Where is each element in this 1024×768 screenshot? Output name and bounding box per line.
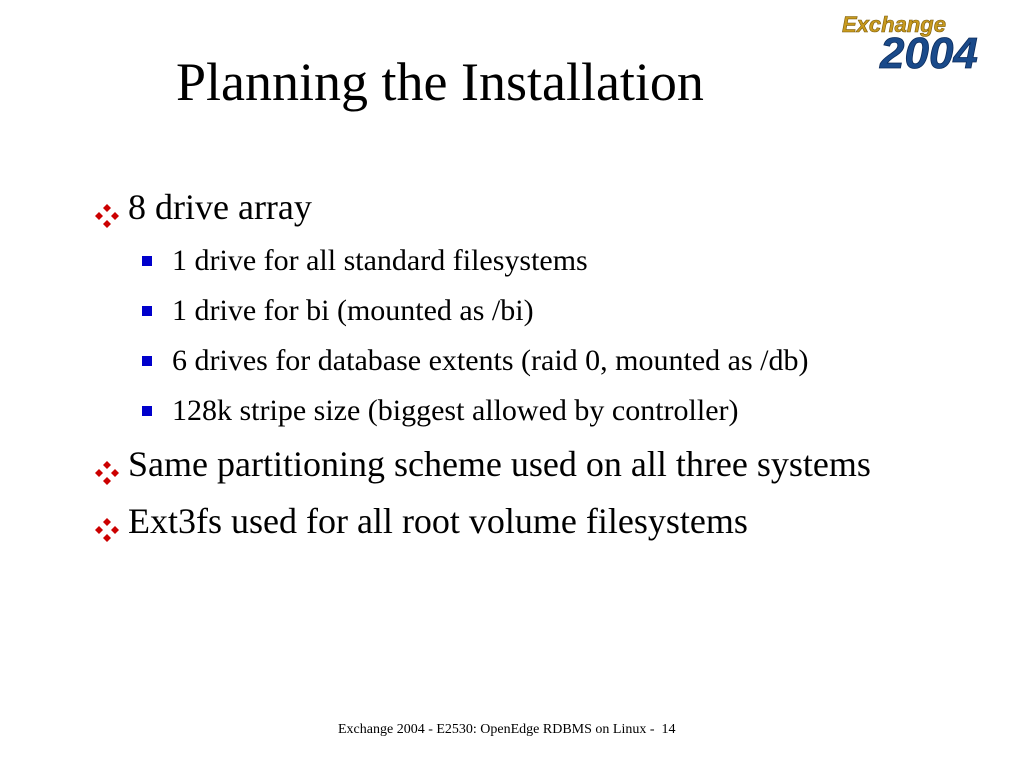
square-bullet-icon bbox=[142, 306, 152, 316]
bullet-text: 8 drive array bbox=[128, 187, 312, 227]
sub-bullet-list bbox=[94, 243, 954, 429]
sub-bullet-text: 6 drives for database extents (raid 0, mounted as /db) bbox=[172, 344, 809, 377]
diamond-bullet-icon bbox=[94, 510, 120, 536]
slide-body bbox=[94, 186, 954, 557]
sub-bullet-item bbox=[94, 343, 952, 379]
logo-word: Exchange bbox=[842, 12, 946, 37]
diamond-bullet-icon bbox=[94, 453, 120, 479]
slide-title: Planning the Installation bbox=[176, 52, 704, 112]
sub-bullet-text: 1 drive for bi (mounted as /bi) bbox=[172, 294, 534, 327]
footer-text: Exchange 2004 - E2530: OpenEdge RDBMS on Linux - bbox=[338, 722, 655, 737]
diamond-bullet-icon bbox=[94, 196, 120, 222]
sub-bullet-item bbox=[94, 393, 932, 429]
square-bullet-icon bbox=[142, 406, 152, 416]
slide-footer bbox=[338, 721, 676, 739]
square-bullet-icon bbox=[142, 256, 152, 266]
sub-bullet-item bbox=[94, 293, 932, 329]
square-bullet-icon bbox=[142, 356, 152, 366]
exchange-2004-logo bbox=[836, 10, 1016, 74]
bullet-item bbox=[94, 500, 954, 543]
logo-year: 2004 bbox=[880, 29, 978, 74]
bullet-item bbox=[94, 186, 954, 229]
sub-bullet-item bbox=[94, 243, 932, 279]
bullet-item bbox=[94, 443, 928, 486]
page-number: 14 bbox=[661, 722, 676, 737]
sub-bullet-text: 128k stripe size (biggest allowed by controller) bbox=[172, 394, 739, 427]
bullet-text: Same partitioning scheme used on all three systems bbox=[128, 444, 871, 484]
bullet-text: Ext3fs used for all root volume filesystems bbox=[128, 501, 748, 541]
sub-bullet-text: 1 drive for all standard filesystems bbox=[172, 244, 588, 277]
